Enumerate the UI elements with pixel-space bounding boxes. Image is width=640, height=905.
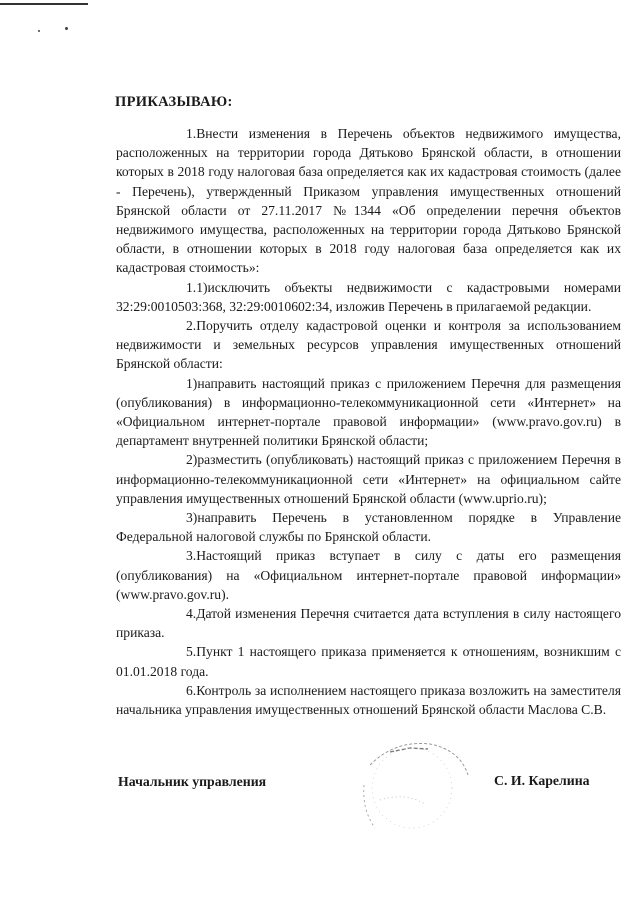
signatory-name: С. И. Карелина xyxy=(494,773,590,788)
clause-5 xyxy=(116,642,621,680)
clause-number: 4. xyxy=(186,606,197,622)
clause-text: направить настоящий приказ с приложением Перечня для размещения (опубликования) в информационно-телекоммуникационной сети «Интернет» на «Официальном интернет-портале правовой информации» (www.pravo.gov.ru) в департамент внутренней политики Брянской области; xyxy=(116,375,621,449)
scan-edge-line xyxy=(0,3,88,5)
official-stamp-icon xyxy=(350,730,480,845)
clause-number: 2) xyxy=(186,452,198,468)
clause-1 xyxy=(116,124,621,278)
clause-text: Пункт 1 настоящего приказа применяется к отношениям, возникшим с 01.01.2018 года. xyxy=(116,644,621,679)
clause-3 xyxy=(116,546,621,604)
clause-text: Поручить отделу кадастровой оценки и контроля за использованием недвижимости и земельных ресурсов управления имущественных отношений Брянской области: xyxy=(116,318,621,372)
clause-2-2 xyxy=(116,450,621,508)
clause-text: направить Перечень в установленном порядке в Управление Федеральной налоговой службы по Брянской области. xyxy=(116,510,621,545)
clause-1-1 xyxy=(116,278,621,316)
clause-number: 5. xyxy=(186,644,197,660)
clause-number: 1. xyxy=(186,126,197,141)
order-body xyxy=(116,124,621,719)
clause-text: Датой изменения Перечня считается дата вступления в силу настоящего приказа. xyxy=(116,606,621,641)
scan-speck xyxy=(38,30,40,32)
clause-text: разместить (опубликовать) настоящий приказ с приложением Перечня в информационно-телекоммуникационной сети «Интернет» на официальном сайте управления имущественных отношений Брянской области (www.uprio.ru); xyxy=(116,452,621,506)
clause-2-3 xyxy=(116,508,621,546)
clause-6 xyxy=(116,681,621,719)
clause-number: 3. xyxy=(186,548,197,564)
clause-number: 1) xyxy=(186,375,198,391)
clause-number: 6. xyxy=(186,682,197,698)
order-heading: ПРИКАЗЫВАЮ: xyxy=(115,94,233,110)
clause-2 xyxy=(116,316,621,374)
clause-2-1 xyxy=(116,374,621,451)
clause-text: Настоящий приказ вступает в силу с даты его размещения (опубликования) на «Официальном интернет-портале правовой информации» (www.pravo.gov.ru). xyxy=(116,548,621,602)
clause-4 xyxy=(116,604,621,642)
clause-text: Внести изменения в Перечень объектов недвижимого имущества, расположенных на территории города Дятьково Брянской области, в отношении которых в 2018 году налоговая база определяется как их кадастровая стоимость (далее - Перечень), утвержденный Приказом управления имущественных отношений Брянской области от 27.11.2017 №1344 «Об определении перечня объектов недвижимого имущества, расположенных на территории города Дятьково Брянской области, в отношении которых в 2018 году налоговая база определяется как их кадастровая стоимость»: xyxy=(116,126,621,276)
clause-text: исключить объекты недвижимости с кадастровыми номерами 32:29:0010503:368, 32:29:0010602:34, изложив Перечень в прилагаемой редакции. xyxy=(116,279,621,314)
signatory-position: Начальник управления xyxy=(118,774,267,789)
clause-number: 1.1) xyxy=(186,279,208,295)
clause-number: 2. xyxy=(186,318,197,334)
scan-speck xyxy=(65,27,68,30)
clause-number: 3) xyxy=(186,510,198,526)
clause-text: Контроль за исполнением настоящего приказа возложить на заместителя начальника управления имущественных отношений Брянской области Маслова С.В. xyxy=(116,682,621,718)
